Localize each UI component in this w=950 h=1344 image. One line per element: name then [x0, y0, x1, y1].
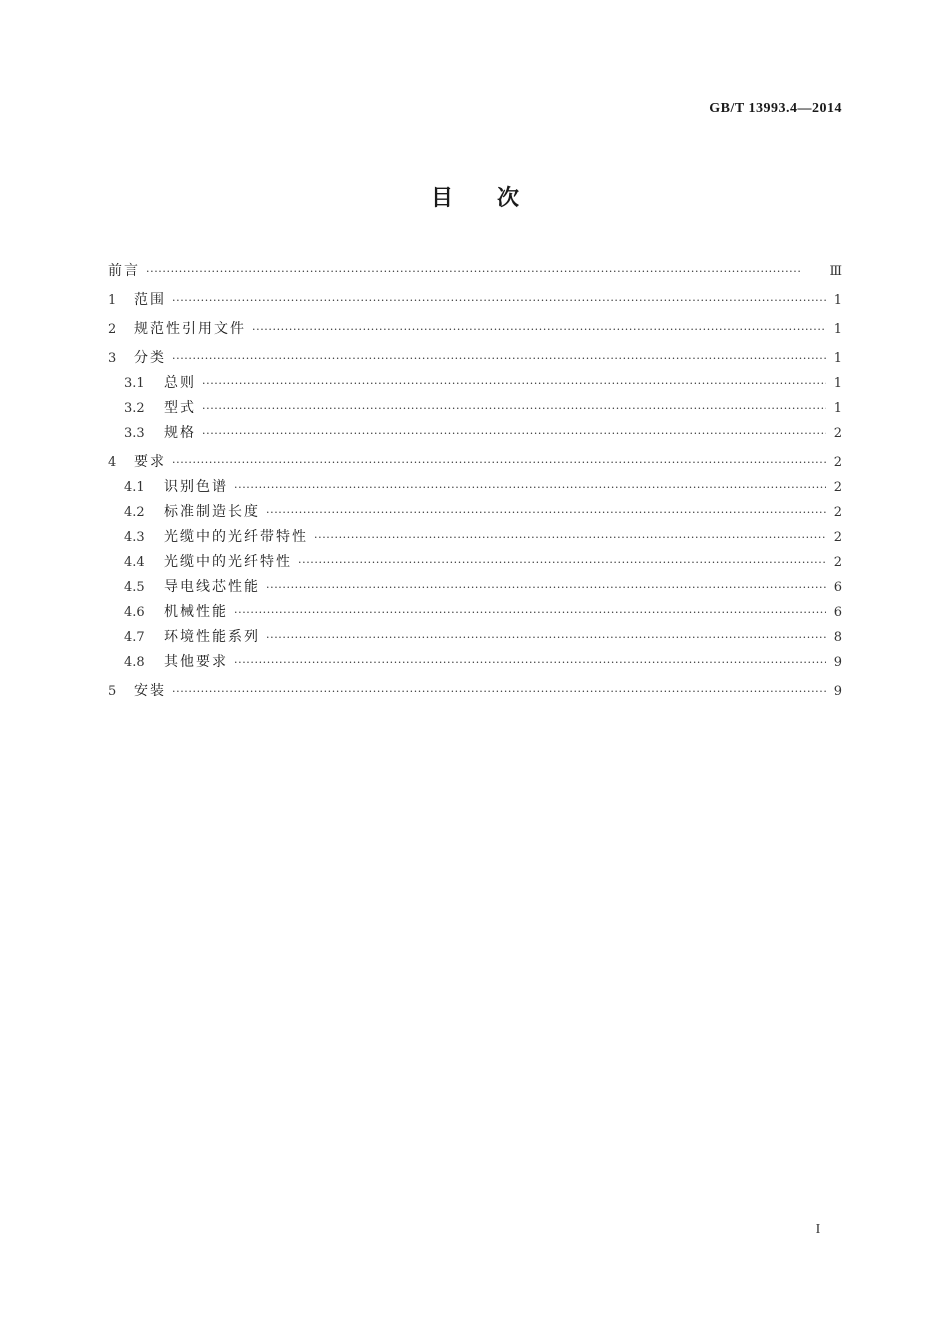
toc-entry-label: 安装: [134, 683, 166, 699]
toc-entry-page: 9: [833, 655, 842, 670]
toc-entry[interactable]: [108, 450, 842, 475]
toc-entry-number: 4.4: [124, 555, 145, 570]
page-title: 目次: [430, 186, 563, 211]
toc-entry-page: 2: [833, 455, 842, 470]
toc-entry-number: 4.3: [124, 530, 145, 545]
toc-entry[interactable]: [108, 575, 842, 600]
toc-entry[interactable]: [108, 259, 842, 284]
toc-entry[interactable]: [108, 679, 842, 704]
toc-entry-page: 1: [833, 376, 842, 391]
toc-entry-label: 机械性能: [164, 604, 228, 620]
toc-entry-number: 3.1: [124, 376, 145, 391]
toc-entry-number: 5: [108, 684, 117, 699]
toc-entry-number: 4.7: [124, 630, 145, 645]
toc-entry[interactable]: [108, 475, 842, 500]
toc-entry-page: Ⅲ: [829, 264, 842, 279]
toc-entry-number: 2: [108, 322, 117, 337]
toc-entry-page: 9: [833, 684, 842, 699]
toc-entry-label: 型式: [164, 400, 196, 416]
toc-entry-number: 4.1: [124, 480, 145, 495]
toc-entry-number: 4: [108, 455, 117, 470]
toc-entry-label: 识别色谱: [164, 479, 228, 495]
toc-entry-page: 2: [833, 480, 842, 495]
toc-entry[interactable]: [108, 650, 842, 675]
toc-dot-leader: [314, 525, 826, 550]
toc-entry-number: 4.8: [124, 655, 145, 670]
toc-entry-page: 8: [833, 630, 842, 645]
toc-entry-page: 2: [833, 426, 842, 441]
toc-entry[interactable]: [108, 500, 842, 525]
toc-entry[interactable]: [108, 396, 842, 421]
toc-dot-leader: [202, 371, 826, 396]
toc-entry-label: 光缆中的光纤特性: [164, 554, 292, 570]
toc-entry[interactable]: [108, 421, 842, 446]
table-of-contents: [108, 259, 842, 704]
toc-entry-label: 光缆中的光纤带特性: [164, 529, 308, 545]
toc-dot-leader: [234, 650, 826, 675]
toc-entry[interactable]: [108, 600, 842, 625]
toc-entry-page: 1: [833, 351, 842, 366]
toc-entry-label: 其他要求: [164, 654, 228, 670]
toc-entry-page: 1: [833, 401, 842, 416]
toc-entry[interactable]: [108, 371, 842, 396]
toc-entry-label: 标准制造长度: [164, 504, 260, 520]
toc-dot-leader: [172, 346, 826, 371]
toc-entry-page: 1: [833, 293, 842, 308]
toc-entry[interactable]: [108, 550, 842, 575]
toc-entry-label: 规范性引用文件: [134, 321, 246, 337]
toc-dot-leader: [234, 475, 826, 500]
toc-entry[interactable]: [108, 346, 842, 371]
toc-entry-page: 2: [833, 530, 842, 545]
toc-entry-number: 1: [108, 293, 117, 308]
toc-dot-leader: [202, 396, 826, 421]
toc-dot-leader: [172, 450, 826, 475]
toc-entry-label: 导电线芯性能: [164, 579, 260, 595]
toc-dot-leader: [146, 259, 821, 284]
toc-dot-leader: [298, 550, 826, 575]
toc-entry-page: 2: [833, 555, 842, 570]
toc-entry-number: 4.5: [124, 580, 145, 595]
toc-entry-label: 总则: [164, 375, 196, 391]
toc-entry-page: 6: [833, 580, 842, 595]
toc-entry-page: 6: [833, 605, 842, 620]
toc-entry-label: 前言: [108, 263, 140, 279]
toc-entry-number: 4.6: [124, 605, 145, 620]
toc-dot-leader: [266, 575, 826, 600]
toc-dot-leader: [252, 317, 826, 342]
toc-dot-leader: [172, 288, 826, 313]
toc-entry-label: 环境性能系列: [164, 629, 260, 645]
standard-code: GB/T 13993.4—2014: [709, 101, 842, 116]
toc-entry-label: 范围: [134, 292, 166, 308]
toc-entry-page: 1: [833, 322, 842, 337]
toc-entry[interactable]: [108, 317, 842, 342]
toc-entry-number: 3.3: [124, 426, 145, 441]
toc-dot-leader: [266, 500, 826, 525]
toc-entry-label: 要求: [134, 454, 166, 470]
toc-entry[interactable]: [108, 625, 842, 650]
toc-entry-page: 2: [833, 505, 842, 520]
toc-entry[interactable]: [108, 288, 842, 313]
toc-entry-number: 3: [108, 351, 117, 366]
toc-entry-label: 规格: [164, 425, 196, 441]
toc-dot-leader: [172, 679, 826, 704]
toc-entry[interactable]: [108, 525, 842, 550]
toc-dot-leader: [266, 625, 826, 650]
footer-page-number: I: [815, 1222, 821, 1237]
toc-entry-label: 分类: [134, 350, 166, 366]
toc-entry-number: 4.2: [124, 505, 145, 520]
toc-entry-number: 3.2: [124, 401, 145, 416]
toc-dot-leader: [202, 421, 826, 446]
toc-dot-leader: [234, 600, 826, 625]
